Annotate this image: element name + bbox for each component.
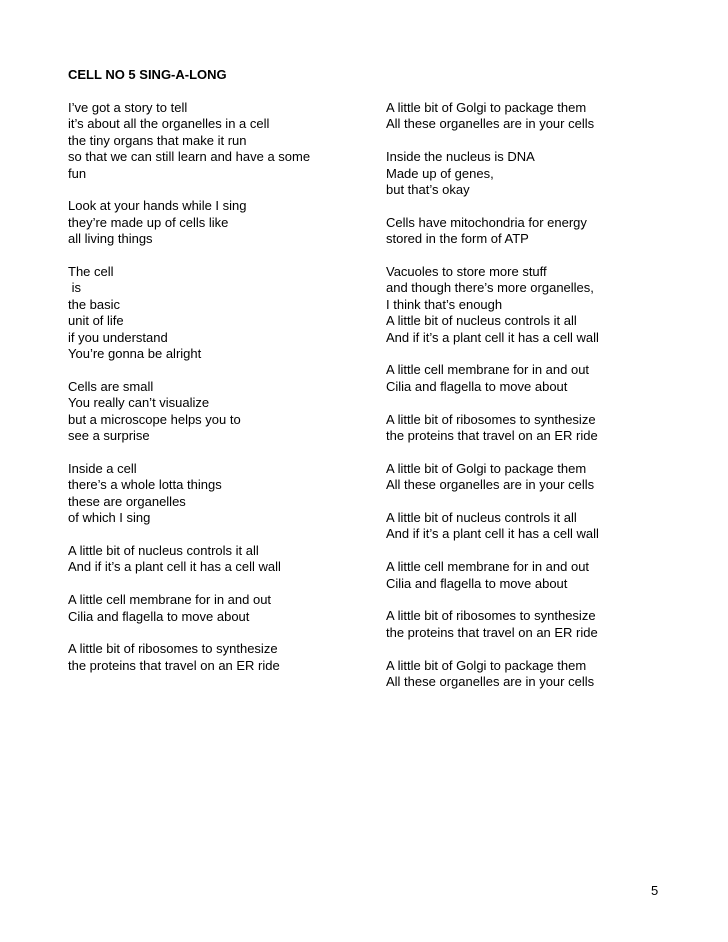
song-title: CELL NO 5 SING-A-LONG	[68, 67, 227, 82]
lyric-line: Cilia and flagella to move about	[386, 575, 568, 591]
lyric-line: A little bit of Golgi to package them	[386, 100, 587, 115]
lyric-line: A little cell membrane for in and out	[386, 559, 590, 575]
lyric-stanza	[386, 362, 686, 395]
lyric-stanza	[386, 412, 686, 445]
lyric-line: A little cell membrane for in and out	[68, 592, 272, 608]
lyric-line: The cell	[68, 264, 114, 280]
lyric-line: and though there’s more organelles,	[386, 280, 594, 296]
lyric-line: they’re made up of cells like	[68, 214, 229, 230]
lyric-line: the proteins that travel on an ER ride	[386, 624, 598, 640]
lyric-line: I think that’s enough	[386, 296, 503, 312]
lyric-line: fun	[68, 165, 87, 181]
lyric-stanza	[386, 215, 686, 248]
lyric-line: so that we can still learn and have a some	[68, 149, 311, 165]
lyric-line: Inside a cell	[68, 460, 137, 476]
lyric-line: A little bit of Golgi to package them	[386, 460, 587, 476]
lyric-stanza	[386, 461, 686, 494]
lyric-stanza	[68, 543, 368, 576]
lyric-line: All these organelles are in your cells	[386, 477, 595, 493]
lyric-stanza	[68, 461, 368, 527]
lyric-line: And if it’s a plant cell it has a cell wall	[386, 329, 599, 345]
lyric-line: All these organelles are in your cells	[386, 116, 595, 132]
lyric-line: Cells are small	[68, 378, 154, 394]
lyric-line: these are organelles	[68, 493, 186, 509]
lyric-line: All these organelles are in your cells	[386, 674, 595, 690]
lyric-line: the proteins that travel on an ER ride	[68, 657, 280, 673]
lyric-line: there’s a whole lotta things	[68, 477, 222, 493]
lyric-line: it’s about all the organelles in a cell	[68, 116, 270, 132]
lyric-line: is	[68, 280, 81, 296]
lyric-line: but a microscope helps you to	[68, 411, 241, 427]
lyric-stanza	[68, 592, 368, 625]
lyric-line: A little bit of nucleus controls it all	[68, 542, 259, 558]
lyric-line: if you understand	[68, 329, 168, 345]
lyric-line: Vacuoles to store more stuff	[386, 264, 547, 280]
lyric-line: see a surprise	[68, 428, 150, 444]
page-number: 5	[651, 883, 659, 898]
lyric-stanza	[386, 608, 686, 641]
lyric-line: And if it’s a plant cell it has a cell wall	[68, 559, 281, 575]
lyric-line: And if it’s a plant cell it has a cell wall	[386, 526, 599, 542]
lyric-line: the tiny organs that make it run	[68, 132, 247, 148]
lyric-line: Cilia and flagella to move about	[68, 608, 250, 624]
lyric-line: Cilia and flagella to move about	[386, 378, 568, 394]
lyric-stanza	[386, 100, 686, 133]
lyric-stanza	[68, 641, 368, 674]
lyric-line: unit of life	[68, 313, 124, 329]
lyric-stanza	[68, 264, 368, 362]
lyric-stanza	[68, 100, 368, 182]
lyric-stanza	[386, 658, 686, 691]
lyric-line: A little bit of ribosomes to synthesize	[386, 411, 596, 427]
right-lyrics-column	[386, 100, 686, 707]
lyric-line: the proteins that travel on an ER ride	[386, 428, 598, 444]
lyric-stanza	[68, 198, 368, 247]
lyric-line: A little bit of nucleus controls it all	[386, 313, 577, 329]
lyric-line: Made up of genes,	[386, 165, 494, 181]
lyric-line: A little bit of Golgi to package them	[386, 657, 587, 673]
lyric-line: the basic	[68, 296, 121, 312]
lyric-line: stored in the form of ATP	[386, 231, 529, 247]
lyric-stanza	[68, 379, 368, 445]
lyric-line: You’re gonna be alright	[68, 346, 202, 362]
lyric-line: I’ve got a story to tell	[68, 100, 188, 115]
lyric-line: Inside the nucleus is DNA	[386, 149, 535, 165]
lyric-line: all living things	[68, 231, 153, 247]
lyric-stanza	[386, 149, 686, 198]
lyric-line: but that’s okay	[386, 182, 470, 198]
lyric-line: A little bit of ribosomes to synthesize	[68, 641, 278, 657]
lyric-line: A little bit of nucleus controls it all	[386, 510, 577, 526]
lyric-line: Look at your hands while I sing	[68, 198, 247, 214]
lyric-stanza	[386, 264, 686, 346]
lyric-stanza	[386, 510, 686, 543]
lyric-line: A little bit of ribosomes to synthesize	[386, 608, 596, 624]
lyric-line: of which I sing	[68, 510, 151, 526]
lyric-line: You really can’t visualize	[68, 395, 210, 411]
lyric-line: Cells have mitochondria for energy	[386, 214, 587, 230]
lyric-line: A little cell membrane for in and out	[386, 362, 590, 378]
lyric-stanza	[386, 559, 686, 592]
left-lyrics-column	[68, 100, 368, 691]
